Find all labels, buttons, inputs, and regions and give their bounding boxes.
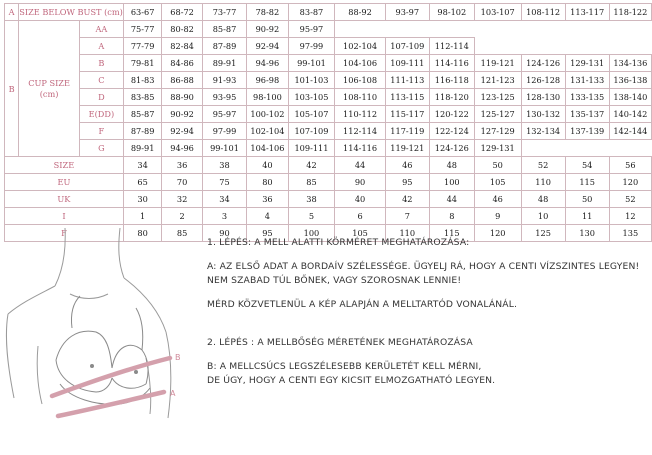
underbust-cell: 63-67 xyxy=(123,4,162,21)
conversion-cell: 52 xyxy=(521,157,565,174)
cup-letter: AA xyxy=(79,21,123,38)
cup-measure-cell: 120-122 xyxy=(429,106,474,123)
cup-measure-cell: 137-139 xyxy=(565,123,609,140)
conversion-cell: 105 xyxy=(474,174,521,191)
cup-measure-cell: 83-85 xyxy=(123,89,162,106)
conversion-cell: 52 xyxy=(609,191,651,208)
cup-measure-cell: 93-95 xyxy=(202,89,246,106)
table-row xyxy=(5,55,652,72)
cup-measure-cell: 103-105 xyxy=(288,89,335,106)
cup-measure-cell: 107-109 xyxy=(385,38,429,55)
table-row xyxy=(5,140,652,157)
conversion-cell: 85 xyxy=(288,174,335,191)
cup-measure-cell xyxy=(335,21,385,38)
cup-measure-cell: 125-127 xyxy=(474,106,521,123)
cup-measure-cell xyxy=(565,21,609,38)
conversion-cell: 70 xyxy=(162,174,202,191)
conversion-cell: 38 xyxy=(288,191,335,208)
conversion-cell: 48 xyxy=(521,191,565,208)
cup-measure-cell: 115-117 xyxy=(385,106,429,123)
cup-measure-cell xyxy=(429,21,474,38)
cup-measure-cell: 109-111 xyxy=(385,55,429,72)
conversion-cell: 36 xyxy=(247,191,288,208)
conversion-cell: 120 xyxy=(474,225,521,242)
cup-measure-cell: 82-84 xyxy=(162,38,202,55)
cup-measure-cell: 95-97 xyxy=(288,21,335,38)
conversion-cell: 95 xyxy=(247,225,288,242)
conversion-cell: 56 xyxy=(609,157,651,174)
conversion-cell: 54 xyxy=(565,157,609,174)
cup-letter: C xyxy=(79,72,123,89)
cup-measure-cell: 119-121 xyxy=(474,55,521,72)
cup-measure-cell: 118-120 xyxy=(429,89,474,106)
conversion-cell: 4 xyxy=(247,208,288,225)
cup-measure-cell: 75-77 xyxy=(123,21,162,38)
underbust-cell: 98-102 xyxy=(429,4,474,21)
conversion-cell: 80 xyxy=(123,225,162,242)
conversion-cell: 95 xyxy=(385,174,429,191)
cup-size-label: CUP SIZE (cm) xyxy=(19,21,80,157)
conversion-cell: 8 xyxy=(429,208,474,225)
cup-measure-cell: 98-100 xyxy=(247,89,288,106)
cup-measure-cell: 87-89 xyxy=(123,123,162,140)
cup-measure-cell xyxy=(565,140,609,157)
conversion-cell: 50 xyxy=(474,157,521,174)
cup-measure-cell: 135-137 xyxy=(565,106,609,123)
cup-measure-cell xyxy=(521,38,565,55)
underbust-header: SIZE BELOW BUST (cm) xyxy=(19,4,124,21)
conversion-cell: 12 xyxy=(609,208,651,225)
conversion-cell: 7 xyxy=(385,208,429,225)
cup-measure-cell: 127-129 xyxy=(474,123,521,140)
cup-measure-cell: 80-82 xyxy=(162,21,202,38)
conversion-cell: 100 xyxy=(429,174,474,191)
underbust-cell: 118-122 xyxy=(609,4,651,21)
cup-measure-cell: 126-128 xyxy=(521,72,565,89)
cup-letter: D xyxy=(79,89,123,106)
cup-measure-cell: 100-102 xyxy=(247,106,288,123)
underbust-cell: 108-112 xyxy=(521,4,565,21)
cup-measure-cell: 136-138 xyxy=(609,72,651,89)
cup-measure-cell: 87-89 xyxy=(202,38,246,55)
conversion-cell: 130 xyxy=(565,225,609,242)
cup-measure-cell: 88-90 xyxy=(162,89,202,106)
cup-measure-cell: 111-113 xyxy=(385,72,429,89)
figure-label-b: B xyxy=(175,353,181,362)
cup-measure-cell: 97-99 xyxy=(288,38,335,55)
cup-measure-cell: 110-112 xyxy=(335,106,385,123)
conversion-cell: 120 xyxy=(609,174,651,191)
underbust-cell: 113-117 xyxy=(565,4,609,21)
cup-measure-cell: 122-124 xyxy=(429,123,474,140)
table-row xyxy=(5,123,652,140)
table-row xyxy=(5,89,652,106)
conversion-cell: 90 xyxy=(202,225,246,242)
cup-letter: E(DD) xyxy=(79,106,123,123)
section-b-label: B xyxy=(5,21,19,157)
cup-measure-cell: 79-81 xyxy=(123,55,162,72)
conversion-label: EU xyxy=(5,174,124,191)
cup-measure-cell xyxy=(385,21,429,38)
measurement-instructions xyxy=(207,236,652,388)
underbust-cell: 93-97 xyxy=(385,4,429,21)
cup-letter: G xyxy=(79,140,123,157)
conversion-cell: 1 xyxy=(123,208,162,225)
cup-measure-cell: 89-91 xyxy=(202,55,246,72)
bust-measurement-illustration xyxy=(0,228,200,455)
cup-measure-cell: 131-133 xyxy=(565,72,609,89)
cup-letter: B xyxy=(79,55,123,72)
conversion-cell: 80 xyxy=(247,174,288,191)
cup-measure-cell: 86-88 xyxy=(162,72,202,89)
conversion-cell: 125 xyxy=(521,225,565,242)
conversion-label: SIZE xyxy=(5,157,124,174)
table-row xyxy=(5,157,652,174)
conversion-cell: 90 xyxy=(335,174,385,191)
instruction-measure: MÉRD KÖZVETLENÜL A KÉP ALAPJÁN A MELLTARTÓD VONALÁNÁL. xyxy=(207,299,518,310)
underbust-cell: 68-72 xyxy=(162,4,202,21)
conversion-cell: 75 xyxy=(202,174,246,191)
underbust-cell: 88-92 xyxy=(335,4,385,21)
table-row xyxy=(5,72,652,89)
body-outline xyxy=(6,228,170,418)
section-a-label: A xyxy=(5,4,19,21)
conversion-cell: 5 xyxy=(288,208,335,225)
instruction-b-line2: DE ÚGY, HOGY A CENTI EGY KICSIT ELMOZGATHATÓ LEGYEN. xyxy=(207,375,496,386)
conversion-cell: 36 xyxy=(162,157,202,174)
cup-measure-cell: 107-109 xyxy=(288,123,335,140)
cup-measure-cell: 112-114 xyxy=(335,123,385,140)
cup-measure-cell: 121-123 xyxy=(474,72,521,89)
cup-measure-cell: 109-111 xyxy=(288,140,335,157)
cup-measure-cell: 97-99 xyxy=(202,123,246,140)
conversion-cell: 40 xyxy=(247,157,288,174)
cup-measure-cell xyxy=(609,38,651,55)
conversion-cell: 9 xyxy=(474,208,521,225)
conversion-cell: 38 xyxy=(202,157,246,174)
conversion-cell: 40 xyxy=(335,191,385,208)
cup-measure-cell: 123-125 xyxy=(474,89,521,106)
cup-measure-cell: 104-106 xyxy=(247,140,288,157)
cup-measure-cell: 117-119 xyxy=(385,123,429,140)
cup-measure-cell xyxy=(474,21,521,38)
cup-letter: F xyxy=(79,123,123,140)
cup-measure-cell: 114-116 xyxy=(429,55,474,72)
conversion-label: I xyxy=(5,208,124,225)
cup-measure-cell: 102-104 xyxy=(335,38,385,55)
underbust-cell: 78-82 xyxy=(247,4,288,21)
instruction-a-line2: NEM SZABAD TÚL BŐNEK, VAGY SZOROSNAK LENNIE! xyxy=(207,275,462,286)
instruction-a-line1: A: AZ ELSŐ ADAT A BORDAÍV SZÉLESSÉGE. ÜGYELJ RÁ, HOGY A CENTI VÍZSZINTES LEGYEN! xyxy=(207,261,640,272)
conversion-cell: 105 xyxy=(335,225,385,242)
cup-measure-cell: 128-130 xyxy=(521,89,565,106)
cup-measure-cell: 133-135 xyxy=(565,89,609,106)
cup-measure-cell: 77-79 xyxy=(123,38,162,55)
cup-measure-cell: 92-94 xyxy=(247,38,288,55)
cup-measure-cell: 89-91 xyxy=(123,140,162,157)
cup-measure-cell: 92-94 xyxy=(162,123,202,140)
measuring-tapes xyxy=(52,358,170,416)
conversion-cell: 110 xyxy=(521,174,565,191)
cup-measure-cell: 124-126 xyxy=(521,55,565,72)
conversion-label: F xyxy=(5,225,124,242)
cup-measure-cell: 96-98 xyxy=(247,72,288,89)
step1-heading: 1. LÉPÉS: A MELL ALATTI KÖRMÉRET MEGHATÁROZÁSA: xyxy=(207,237,470,248)
cup-letter: A xyxy=(79,38,123,55)
cup-measure-cell: 91-93 xyxy=(202,72,246,89)
size-chart-table xyxy=(4,3,652,242)
cup-measure-cell: 104-106 xyxy=(335,55,385,72)
cup-measure-cell: 130-132 xyxy=(521,106,565,123)
cup-measure-cell: 129-131 xyxy=(474,140,521,157)
cup-measure-cell xyxy=(474,38,521,55)
instruction-b-line1: B: A MELLCSÚCS LEGSZÉLESEBB KERÜLETÉT KELL MÉRNI, xyxy=(207,361,482,372)
cup-measure-cell: 132-134 xyxy=(521,123,565,140)
cup-measure-cell: 95-97 xyxy=(202,106,246,123)
cup-measure-cell xyxy=(609,140,651,157)
cup-measure-cell: 106-108 xyxy=(335,72,385,89)
table-row xyxy=(5,174,652,191)
conversion-cell: 85 xyxy=(162,225,202,242)
cup-measure-cell: 99-101 xyxy=(202,140,246,157)
cup-measure-cell xyxy=(521,140,565,157)
cup-measure-cell xyxy=(521,21,565,38)
cup-measure-cell: 84-86 xyxy=(162,55,202,72)
conversion-cell: 50 xyxy=(565,191,609,208)
cup-measure-cell: 134-136 xyxy=(609,55,651,72)
cup-measure-cell: 102-104 xyxy=(247,123,288,140)
cup-measure-cell: 138-140 xyxy=(609,89,651,106)
conversion-cell: 2 xyxy=(162,208,202,225)
underbust-cell: 103-107 xyxy=(474,4,521,21)
cup-measure-cell: 113-115 xyxy=(385,89,429,106)
table-row xyxy=(5,4,652,21)
cup-measure-cell: 94-96 xyxy=(162,140,202,157)
cup-measure-cell: 112-114 xyxy=(429,38,474,55)
conversion-label: UK xyxy=(5,191,124,208)
table-row xyxy=(5,38,652,55)
cup-measure-cell: 140-142 xyxy=(609,106,651,123)
underbust-cell: 83-87 xyxy=(288,4,335,21)
conversion-cell: 115 xyxy=(429,225,474,242)
conversion-cell: 48 xyxy=(429,157,474,174)
cup-measure-cell: 116-118 xyxy=(429,72,474,89)
conversion-cell: 34 xyxy=(123,157,162,174)
cup-measure-cell: 108-110 xyxy=(335,89,385,106)
cup-measure-cell: 90-92 xyxy=(247,21,288,38)
conversion-cell: 42 xyxy=(385,191,429,208)
conversion-cell: 6 xyxy=(335,208,385,225)
cup-measure-cell: 124-126 xyxy=(429,140,474,157)
cup-measure-cell: 129-131 xyxy=(565,55,609,72)
underbust-cell: 73-77 xyxy=(202,4,246,21)
cup-measure-cell: 105-107 xyxy=(288,106,335,123)
conversion-cell: 30 xyxy=(123,191,162,208)
conversion-cell: 11 xyxy=(565,208,609,225)
conversion-cell: 42 xyxy=(288,157,335,174)
cup-measure-cell: 99-101 xyxy=(288,55,335,72)
cup-measure-cell xyxy=(565,38,609,55)
figure-label-a: A xyxy=(170,389,176,398)
cup-measure-cell: 85-87 xyxy=(123,106,162,123)
cup-measure-cell: 119-121 xyxy=(385,140,429,157)
conversion-cell: 46 xyxy=(474,191,521,208)
table-row xyxy=(5,21,652,38)
cup-measure-cell: 101-103 xyxy=(288,72,335,89)
table-row xyxy=(5,106,652,123)
step2-heading: 2. LÉPÉS : A MELLBŐSÉG MÉRETÉNEK MEGHATÁROZÁSA xyxy=(207,337,473,348)
conversion-cell: 100 xyxy=(288,225,335,242)
conversion-cell: 110 xyxy=(385,225,429,242)
tape-b-bust xyxy=(52,358,170,396)
conversion-cell: 32 xyxy=(162,191,202,208)
cup-measure-cell: 85-87 xyxy=(202,21,246,38)
conversion-cell: 34 xyxy=(202,191,246,208)
cup-measure-cell xyxy=(609,21,651,38)
table-row xyxy=(5,208,652,225)
conversion-cell: 115 xyxy=(565,174,609,191)
conversion-cell: 10 xyxy=(521,208,565,225)
cup-measure-cell: 94-96 xyxy=(247,55,288,72)
cup-measure-cell: 142-144 xyxy=(609,123,651,140)
conversion-cell: 44 xyxy=(429,191,474,208)
conversion-cell: 44 xyxy=(335,157,385,174)
conversion-cell: 135 xyxy=(609,225,651,242)
cup-measure-cell: 114-116 xyxy=(335,140,385,157)
conversion-cell: 46 xyxy=(385,157,429,174)
conversion-cell: 3 xyxy=(202,208,246,225)
cup-measure-cell: 81-83 xyxy=(123,72,162,89)
cup-measure-cell: 90-92 xyxy=(162,106,202,123)
conversion-cell: 65 xyxy=(123,174,162,191)
table-row xyxy=(5,191,652,208)
